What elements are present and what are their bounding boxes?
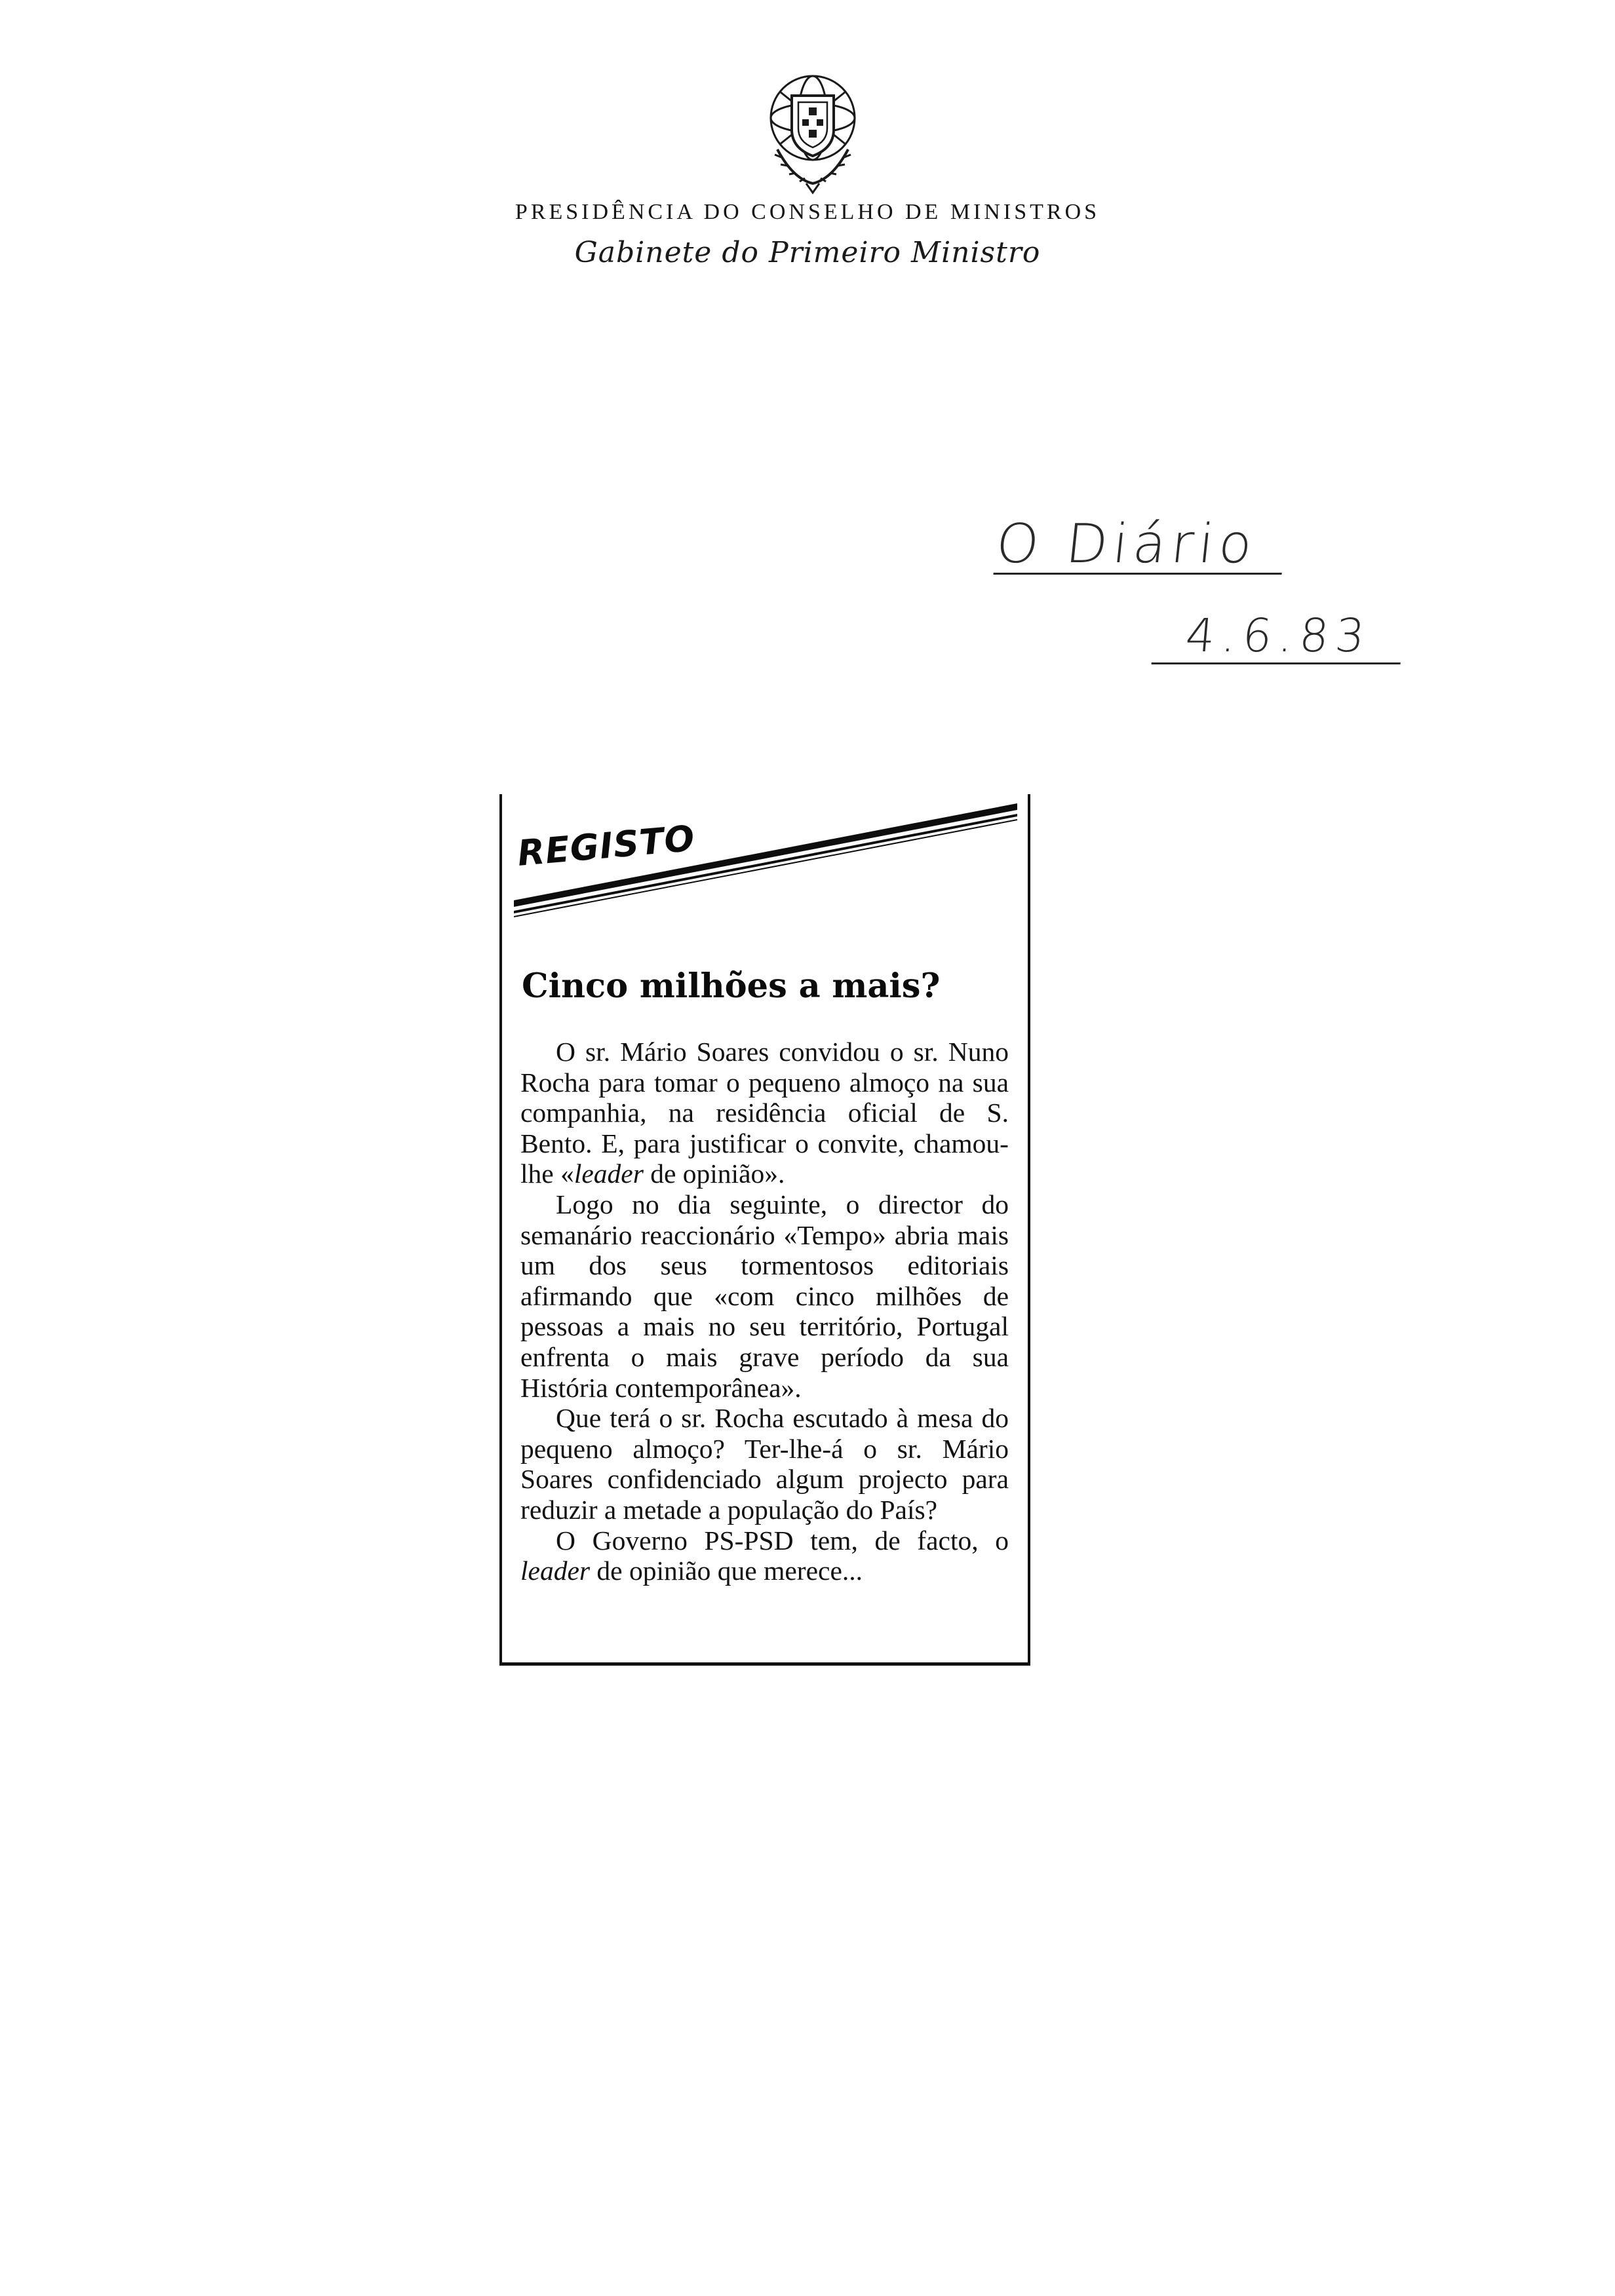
rubric-label: REGISTO: [516, 820, 701, 871]
article-headline: Cinco milhões a mais?: [522, 966, 941, 1006]
clipping-border-left: [499, 794, 502, 1666]
article-paragraph: Logo no dia seguinte, o director do semanário reaccionário «Tempo» abria mais um dos seus tormentosos editoriais afirmando que «com cinco milhões de pessoas a mais no seu território, Portugal enfrenta o mais grave período da sua História contemporânea».: [520, 1189, 1009, 1403]
portuguese-coat-of-arms-icon: [754, 64, 872, 195]
letterhead-title: PRESIDÊNCIA DO CONSELHO DE MINISTROS: [515, 200, 1100, 224]
newspaper-clipping: [499, 794, 1030, 1666]
handwritten-source: O Diário: [993, 518, 1287, 575]
clipping-border-bottom: [499, 1662, 1030, 1666]
clipping-border-right: [1028, 794, 1030, 1666]
article-paragraph: Que terá o sr. Rocha escutado à mesa do pequeno almoço? Ter-lhe-á o sr. Mário Soares confidenciado algum projecto para reduzir a metade a população do País?: [520, 1403, 1009, 1525]
article-paragraph: O Governo PS-PSD tem, de facto, o leader de opinião que merece...: [520, 1525, 1009, 1586]
handwritten-date: 4.6.83: [1152, 613, 1405, 664]
emphasis: leader: [574, 1158, 644, 1189]
emphasis: leader: [520, 1556, 591, 1586]
article-body: [520, 1037, 1009, 1586]
article-paragraph: O sr. Mário Soares convidou o sr. Nuno Rocha para tomar o pequeno almoço na sua companhia, na residência oficial de S. Bento. E, para justificar o convite, chamou-lhe «leader de opinião».: [520, 1037, 1009, 1189]
letterhead-subtitle: Gabinete do Primeiro Ministro: [574, 236, 1041, 269]
